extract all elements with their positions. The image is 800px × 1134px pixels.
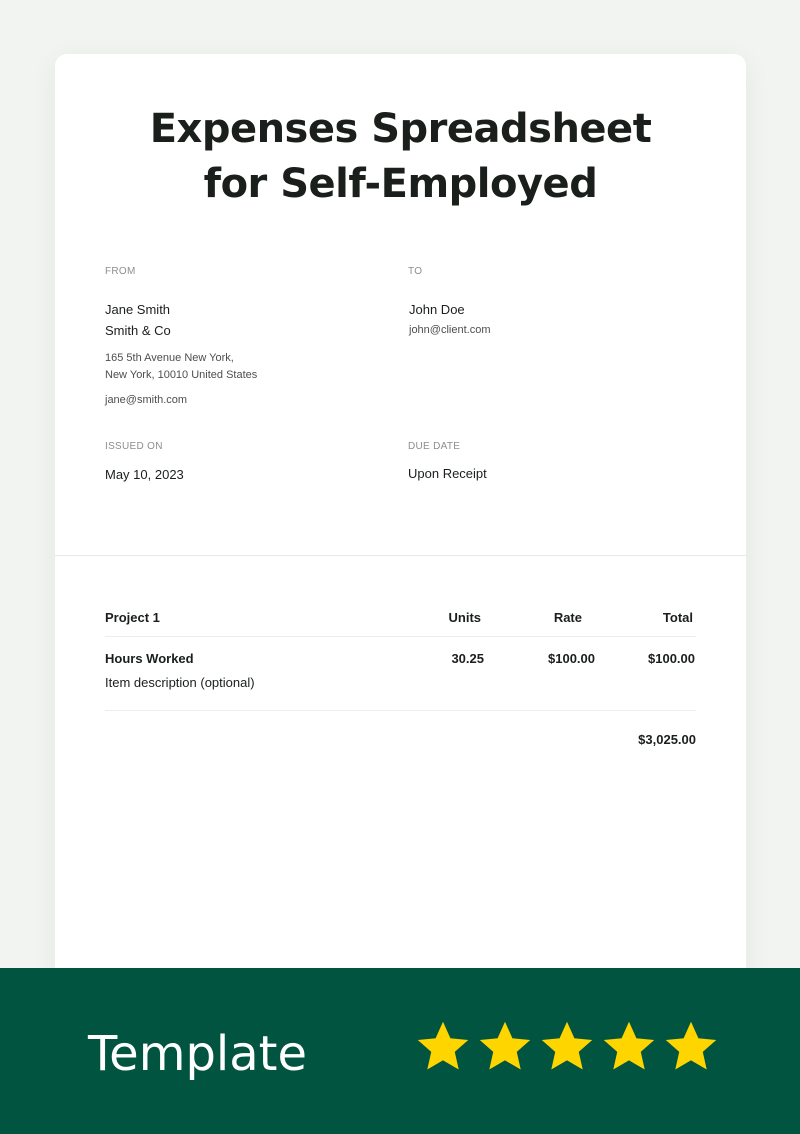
to-email: john@client.com (409, 324, 491, 336)
title-line-2: for Self-Employed (203, 161, 598, 207)
row-item-description: Item description (optional) (105, 675, 255, 690)
from-label: FROM (105, 266, 136, 277)
due-date-label: DUE DATE (408, 441, 461, 452)
issued-label: ISSUED ON (105, 441, 163, 452)
row-divider (105, 710, 696, 711)
row-total: $100.00 (648, 651, 695, 666)
from-email: jane@smith.com (105, 394, 188, 406)
star-rating (416, 1020, 726, 1076)
row-rate: $100.00 (548, 651, 595, 666)
invoice-card (55, 54, 746, 1054)
grand-total: $3,025.00 (638, 732, 696, 747)
star-icon (416, 1020, 470, 1074)
star-icon (664, 1020, 718, 1074)
to-name: John Doe (409, 302, 465, 317)
project-name: Project 1 (105, 610, 160, 625)
total-header: Total (662, 610, 693, 625)
star-icon (540, 1020, 594, 1074)
issued-value: May 10, 2023 (105, 467, 184, 482)
header-divider (105, 636, 696, 637)
footer-banner (0, 968, 800, 1134)
footer-label: Template (88, 1026, 308, 1082)
from-address-line-1: 165 5th Avenue New York, (105, 352, 234, 364)
units-header: Units (448, 610, 481, 625)
from-address-line-2: New York, 10010 United States (105, 369, 258, 381)
section-divider (55, 555, 746, 556)
from-company: Smith & Co (105, 323, 171, 338)
rate-header: Rate (553, 610, 582, 625)
star-icon (478, 1020, 532, 1074)
document-title (55, 102, 746, 212)
row-item-name: Hours Worked (105, 651, 194, 666)
title-line-1: Expenses Spreadsheet (149, 106, 652, 152)
due-date-value: Upon Receipt (408, 466, 487, 481)
from-name: Jane Smith (105, 302, 171, 317)
star-icon (602, 1020, 656, 1074)
row-units: 30.25 (451, 651, 484, 666)
to-label: TO (408, 266, 423, 277)
